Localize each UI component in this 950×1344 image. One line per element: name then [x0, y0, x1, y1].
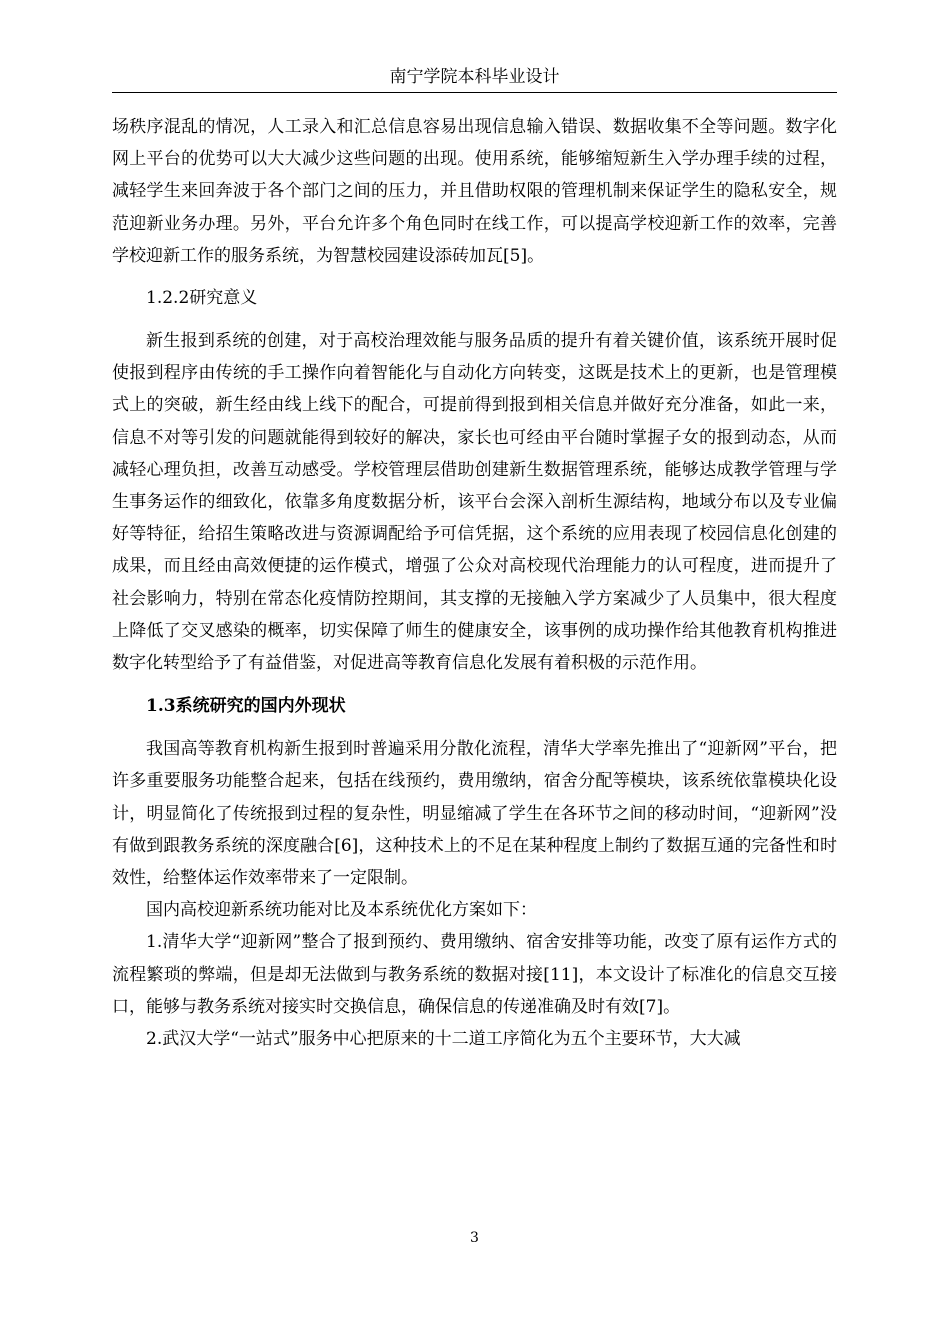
paragraph-item-2: 2.武汉大学“一站式”服务中心把原来的十二道工序简化为五个主要环节，大大减 — [146, 1029, 741, 1050]
page-number: 3 — [470, 1230, 479, 1246]
paragraph-item-1: 1.清华大学“迎新网”整合了报到预约、费用缴纳、宿舍安排等功能，改变了原有运作方式的流程繁琐的弊端，但是却无法做到与教务系统的数据对接[11]，本文设计了标准化的信息交互接口，能够与教务系统对接实时交换信息，确保信息的传递准确及时有效[7]。 — [112, 932, 837, 1017]
subheading-research-significance: 1.2.2研究意义 — [146, 288, 258, 309]
header-rule — [112, 92, 837, 93]
paragraph-domestic-status: 我国高等教育机构新生报到时普遍采用分散化流程，清华大学率先推出了“迎新网”平台，把许多重要服务功能整合起来，包括在线预约，费用缴纳，宿舍分配等模块，该系统依靠模块化设计，明显简化了传统报到过程的复杂性，明显缩减了学生在各环节之间的移动时间，“迎新网”没有做到跟教务系统的深度融合[6]，这种技术上的不足在某种程度上制约了数据互通的完备性和时效性，给整体运作效率带来了一定限制。 — [112, 739, 837, 889]
paragraph-research-significance: 新生报到系统的创建，对于高校治理效能与服务品质的提升有着关键价值，该系统开展时促使报到程序由传统的手工操作向着智能化与自动化方向转变，这既是技术上的更新，也是管理模式上的突破，新生经由线上线下的配合，可提前得到报到相关信息并做好充分准备，如此一来，信息不对等引发的问题就能得到较好的解决，家长也可经由平台随时掌握子女的报到动态，从而减轻心理负担，改善互动感受。学校管理层借助创建新生数据管理系统，能够达成教学管理与学生事务运作的细致化，依靠多角度数据分析，该平台会深入剖析生源结构，地域分布以及专业偏好等特征，给招生策略改进与资源调配给予可信凭据，这个系统的应用表现了校园信息化创建的成果，而且经由高效便捷的运作模式，增强了公众对高校现代治理能力的认可程度，进而提升了社会影响力，特别在常态化疫情防控期间，其支撑的无接触入学方案减少了人员集中，很大程度上降低了交叉感染的概率，切实保障了师生的健康安全，该事例的成功操作给其他教育机构推进数字化转型给予了有益借鉴，对促进高等教育信息化发展有着积极的示范作用。 — [112, 331, 837, 674]
document-body — [112, 111, 837, 1055]
heading-research-status: 1.3系统研究的国内外现状 — [146, 696, 346, 717]
paragraph-continuation: 场秩序混乱的情况，人工录入和汇总信息容易出现信息输入错误、数据收集不全等问题。数字化网上平台的优势可以大大减少这些问题的出现。使用系统，能够缩短新生入学办理手续的过程，减轻学生来回奔波于各个部门之间的压力，并且借助权限的管理机制来保证学生的隐私安全，规范迎新业务办理。另外，平台允许多个角色同时在线工作，可以提高学校迎新工作的效率，完善学校迎新工作的服务系统，为智慧校园建设添砖加瓦[5]。 — [112, 117, 837, 266]
page-header: 南宁学院本科毕业设计 — [389, 67, 560, 87]
paragraph-comparison-intro: 国内高校迎新系统功能对比及本系统优化方案如下： — [146, 900, 537, 921]
